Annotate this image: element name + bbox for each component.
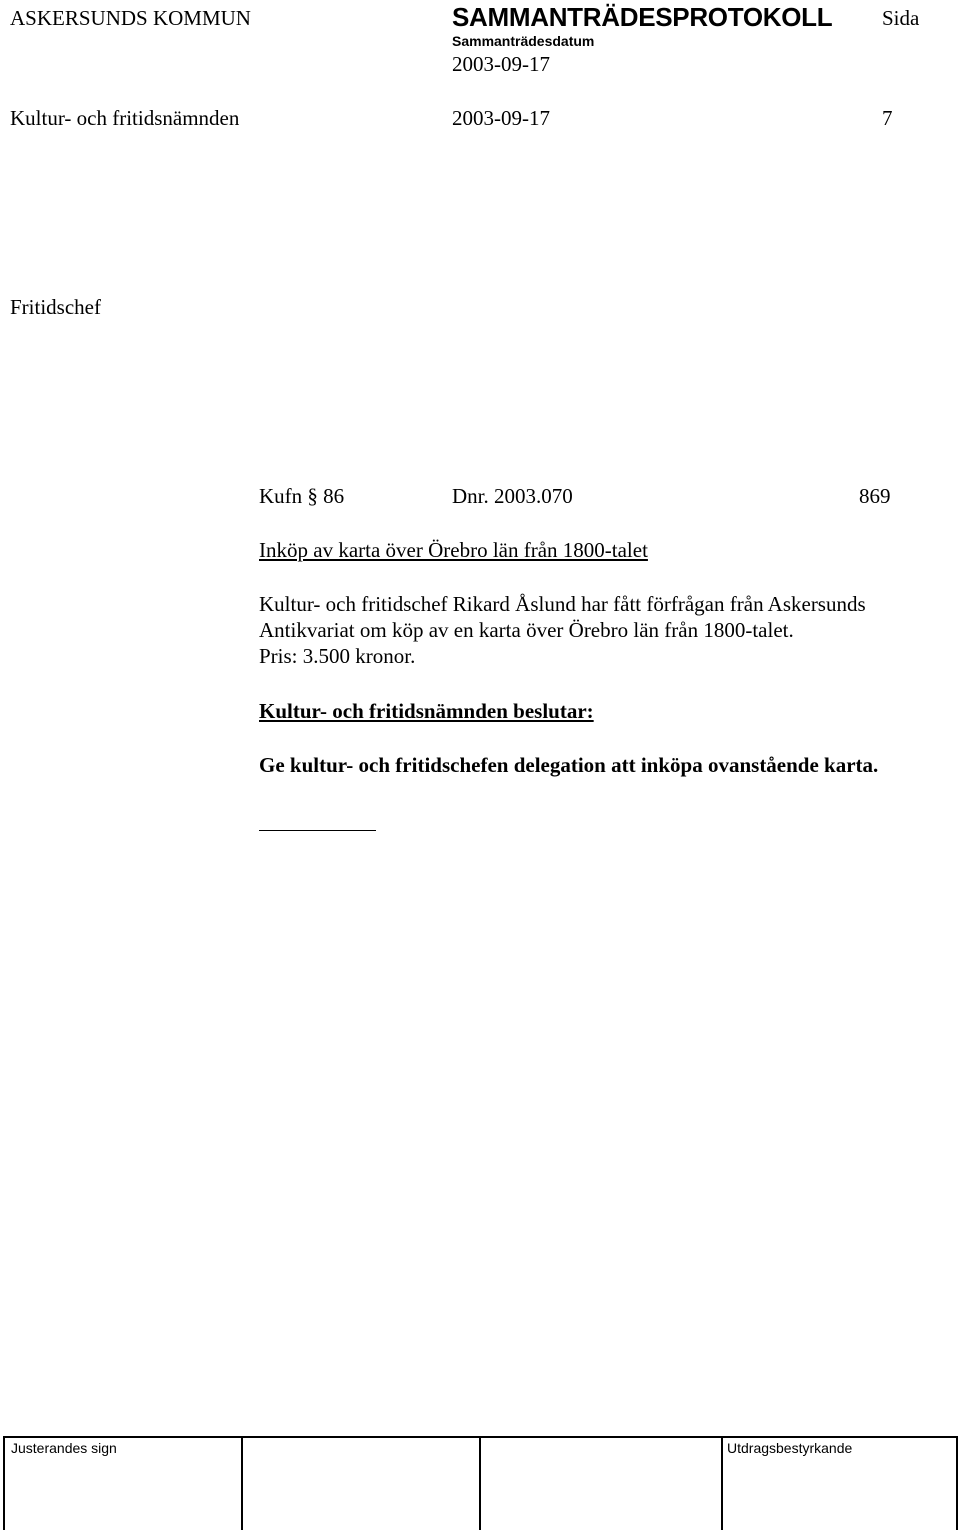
document-type-title: SAMMANTRÄDESPROTOKOLL [452, 2, 833, 32]
signature-cell [479, 1438, 481, 1530]
case-code: 869 [859, 484, 891, 508]
attendee-title: Fritidschef [10, 295, 101, 319]
page-number: 7 [882, 106, 893, 130]
utdragsbestyrkande-label: Utdragsbestyrkande [727, 1440, 853, 1456]
organization-name: ASKERSUNDS KOMMUN [10, 6, 251, 30]
committee-date: 2003-09-17 [452, 106, 550, 130]
justerandes-sign-label: Justerandes sign [11, 1440, 117, 1456]
case-body [259, 591, 949, 669]
meeting-date: 2003-09-17 [452, 52, 550, 76]
case-body-line: Antikvariat om köp av en karta över Örebro län från 1800-talet. [259, 618, 794, 642]
case-body-line: Kultur- och fritidschef Rikard Åslund har fått förfrågan från Askersunds [259, 592, 866, 616]
decision-text: Ge kultur- och fritidschefen delegation att inköpa ovanstående karta. [259, 753, 879, 777]
signature-table [3, 1436, 958, 1530]
case-body-line: Pris: 3.500 kronor. [259, 644, 416, 668]
meeting-date-label: Sammanträdesdatum [452, 33, 595, 49]
case-id: Kufn § 86 [259, 484, 345, 508]
committee-name: Kultur- och fritidsnämnden [10, 106, 240, 130]
page-label: Sida [882, 6, 920, 30]
case-title: Inköp av karta över Örebro län från 1800-talet [259, 538, 648, 562]
case-dnr: Dnr. 2003.070 [452, 484, 573, 508]
signature-cell [721, 1438, 723, 1530]
decision-heading: Kultur- och fritidsnämnden beslutar: [259, 699, 594, 723]
end-divider [259, 830, 376, 831]
signature-cell [241, 1438, 243, 1530]
